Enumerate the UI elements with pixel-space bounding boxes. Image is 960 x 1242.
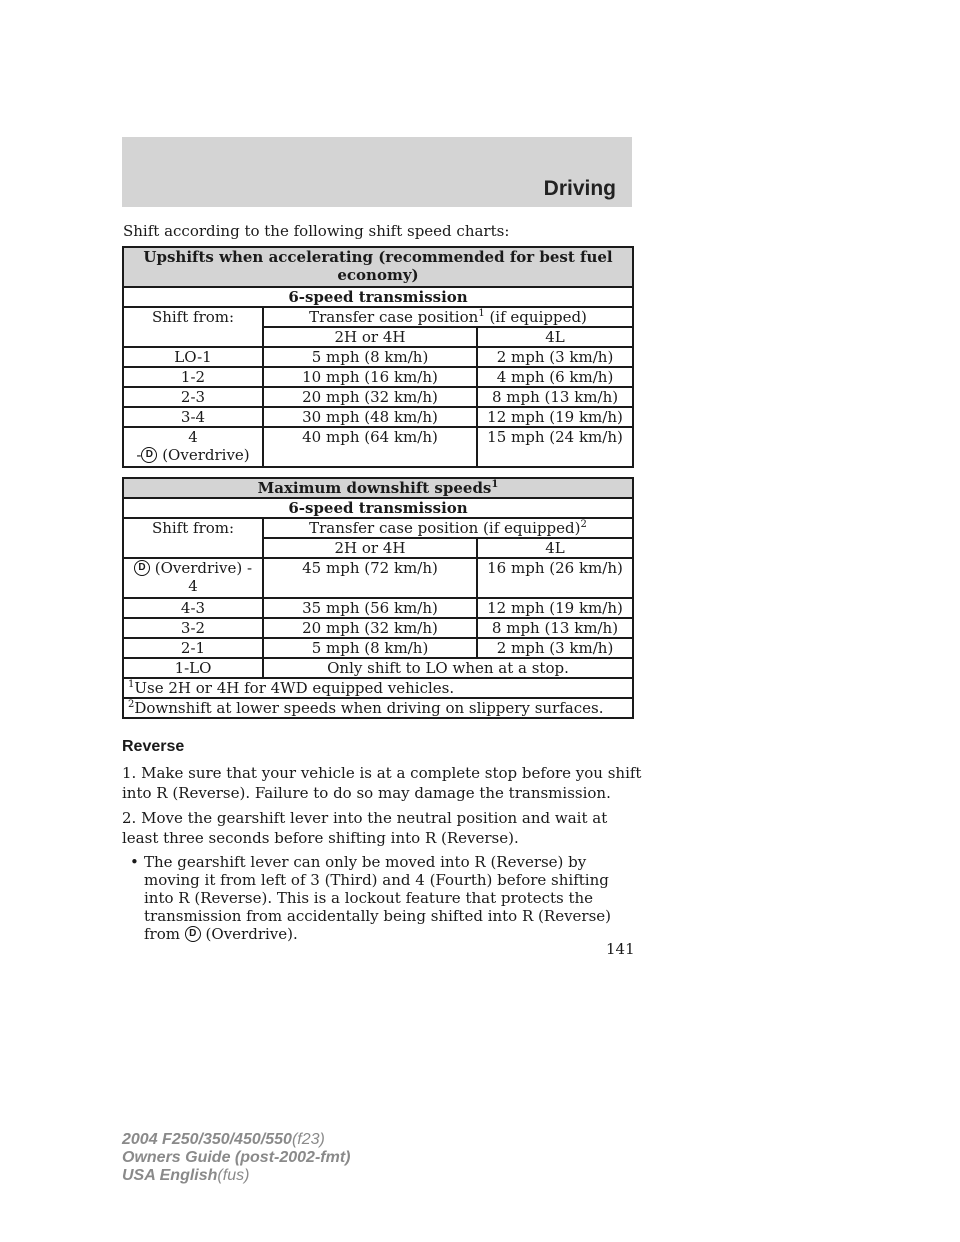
table-row <box>123 387 633 407</box>
downshift-table <box>122 477 634 719</box>
table-row <box>123 367 633 387</box>
speed-cell: 2 mph (3 km/h) <box>477 347 633 367</box>
speed-cell: 2 mph (3 km/h) <box>477 638 633 658</box>
shift-cell-line: 4 <box>188 428 198 446</box>
shift-from-header: Shift from: <box>123 518 263 558</box>
dash-text: - <box>136 446 142 464</box>
shift-cell: 1-2 <box>123 367 263 387</box>
downshift-table-subtitle: 6-speed transmission <box>123 498 633 518</box>
table-row <box>123 407 633 427</box>
speed-cell: 12 mph (19 km/h) <box>477 598 633 618</box>
overdrive-d-icon: D <box>141 447 157 463</box>
speed-cell: 8 mph (13 km/h) <box>477 618 633 638</box>
transfer-case-header: Transfer case position (if equipped)$^2$ <box>263 518 633 538</box>
speed-cell: 45 mph (72 km/h) <box>263 558 477 598</box>
overdrive-d-icon: D <box>185 926 201 942</box>
speed-cell: 30 mph (48 km/h) <box>263 407 477 427</box>
reverse-paragraph-2: 2. Move the gearshift lever into the neutral position and wait at least three seconds before shifting into R (Reverse). <box>122 809 608 847</box>
overdrive-label: (Overdrive) <box>162 446 250 464</box>
table-row <box>123 558 633 598</box>
speed-cell: 20 mph (32 km/h) <box>263 618 477 638</box>
table-row <box>123 427 633 467</box>
col-header-4l: 4L <box>477 327 633 347</box>
shift-cell: 3-2 <box>123 618 263 638</box>
intro-text: Shift according to the following shift speed charts: <box>123 222 510 240</box>
shift-cell-line: 4 <box>188 577 198 595</box>
reverse-heading: Reverse <box>122 738 185 755</box>
shift-cell: 3-4 <box>123 407 263 427</box>
overdrive-label: (Overdrive). <box>205 925 298 943</box>
bullet-text: The gearshift lever can only be moved into R (Reverse) by moving it from left of 3 (Third) and 4 (Fourth) before shifting into R (Reverse). This is a lockout feature that protects the transmission from accidentally being shifted into R (Reverse) from <box>144 853 612 943</box>
col-header-4l: 4L <box>477 538 633 558</box>
speed-cell: 20 mph (32 km/h) <box>263 387 477 407</box>
shift-cell: 2-1 <box>123 638 263 658</box>
shift-from-header: Shift from: <box>123 307 263 347</box>
shift-cell: LO-1 <box>123 347 263 367</box>
transfer-case-header: Transfer case position$^1$ (if equipped) <box>263 307 633 327</box>
table-row <box>123 658 633 678</box>
speed-cell: 15 mph (24 km/h) <box>477 427 633 467</box>
speed-cell: 16 mph (26 km/h) <box>477 558 633 598</box>
shift-cell-overdrive <box>123 427 263 467</box>
section-header-band <box>122 137 632 207</box>
page-number: 141 <box>606 940 635 958</box>
reverse-paragraph-1: 1. Make sure that your vehicle is at a complete stop before you shift into R (Reverse). Failure to do so may damage the transmission. <box>122 764 642 802</box>
overdrive-label: (Overdrive) - <box>154 559 253 577</box>
bullet-dot: • <box>130 853 139 871</box>
downshift-table-title: Maximum downshift speeds$^1$ <box>123 478 633 498</box>
footnote-1: $^1$Use 2H or 4H for 4WD equipped vehicles. <box>123 678 633 698</box>
speed-cell: 10 mph (16 km/h) <box>263 367 477 387</box>
speed-cell: 8 mph (13 km/h) <box>477 387 633 407</box>
shift-cell-overdrive <box>123 558 263 598</box>
upshift-table-subtitle: 6-speed transmission <box>123 287 633 307</box>
document-footer: 2004 F250/350/450/550(f23) Owners Guide (post-2002-fmt) USA English(fus) <box>122 1131 351 1184</box>
upshift-table <box>122 246 634 468</box>
speed-cell: 5 mph (8 km/h) <box>263 347 477 367</box>
speed-cell: 12 mph (19 km/h) <box>477 407 633 427</box>
col-header-2h-4h: 2H or 4H <box>263 538 477 558</box>
speed-cell: 35 mph (56 km/h) <box>263 598 477 618</box>
shift-cell: 2-3 <box>123 387 263 407</box>
lo-note-cell: Only shift to LO when at a stop. <box>263 658 633 678</box>
reverse-bullet <box>122 853 642 943</box>
shift-cell: 4-3 <box>123 598 263 618</box>
footnote-2: $^2$Downshift at lower speeds when driving on slippery surfaces. <box>123 698 633 718</box>
table-row <box>123 638 633 658</box>
table-row <box>123 598 633 618</box>
table-row <box>123 347 633 367</box>
shift-cell: 1-LO <box>123 658 263 678</box>
overdrive-d-icon: D <box>134 560 150 576</box>
speed-cell: 4 mph (6 km/h) <box>477 367 633 387</box>
speed-cell: 40 mph (64 km/h) <box>263 427 477 467</box>
col-header-2h-4h: 2H or 4H <box>263 327 477 347</box>
speed-cell: 5 mph (8 km/h) <box>263 638 477 658</box>
section-title: Driving <box>543 177 616 200</box>
upshift-table-title: Upshifts when accelerating (recommended for best fuel economy) <box>123 247 633 287</box>
table-row <box>123 618 633 638</box>
